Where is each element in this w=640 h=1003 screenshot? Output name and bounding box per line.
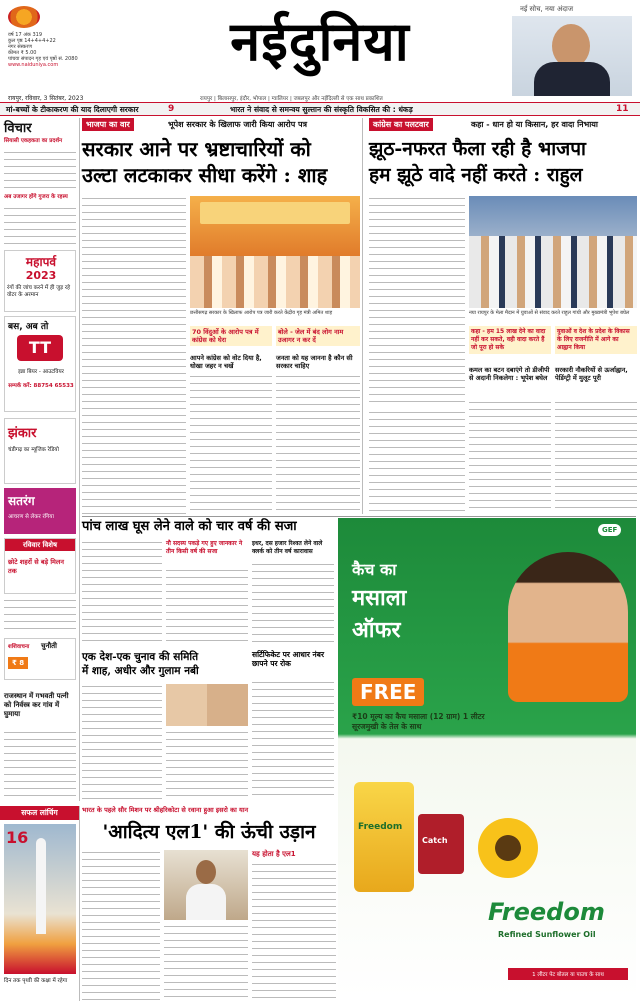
tt-ad[interactable]	[4, 316, 76, 412]
congress-sub-1[interactable]: कहा - हम 15 लाख देने का वादा नहीं कर सकते, वही वादा करते हैं जो पूरा हो सके	[469, 326, 551, 354]
bhajpa-headline-2[interactable]: उल्टा लटकाकर सीधा करेंगे : शाह	[82, 163, 328, 187]
bhajpa-sub-2[interactable]: जनता को यह जानना है कौन सी सरकार चाहिए	[276, 354, 353, 370]
congress-kicker-3[interactable]: सरकारी नौकरियों से ऊर्जाह्वान, पेडिंग्ट्री में मुलूट पूरी	[555, 366, 628, 382]
congress-headline[interactable]: झूठ-नफरत फैला रही है भाजपा	[369, 138, 586, 160]
ad-title: कैच का	[352, 560, 397, 579]
mahaparv-box[interactable]	[4, 250, 76, 312]
edition-line: कुल पृष्ठ 14+4+4+22	[8, 38, 56, 44]
bhajpa-tag: भाजपा का वार	[82, 118, 134, 131]
launch-sidebar	[0, 806, 80, 1001]
aditya-section	[82, 806, 336, 1001]
congress-column-1	[369, 196, 465, 406]
jhankar-title: झंकार	[8, 426, 37, 441]
scientist-head	[196, 860, 216, 884]
onos-column-2	[166, 730, 248, 800]
edition-line: पांचवा संपादन गृह एवं पृष्ठों सं. 2080	[8, 56, 78, 62]
bribe-column-1	[82, 540, 162, 646]
vichar-item[interactable]: सियासी एकहकता का प्रदर्शन	[4, 138, 63, 144]
ad-title-3: ऑफर	[352, 618, 401, 643]
ad-pouch	[354, 782, 414, 892]
ad-brand: Freedom	[488, 898, 605, 926]
ticker-left[interactable]: मां-बच्चों के टीकाकरण की याद दिलाएगी सरकार	[6, 105, 139, 114]
tagline: नई सोच, नया अंदाज	[520, 5, 574, 13]
rocket-icon	[36, 838, 46, 934]
ticker-left-page: 9	[168, 104, 175, 114]
ravivar-title: रविवार विशेष	[5, 539, 75, 551]
edition-line: नगर संस्करण	[8, 44, 33, 50]
count-label: दिन तक पृथ्वी की कक्षा में रहेगा	[4, 978, 68, 984]
ad-corner-badge: GEF	[598, 524, 621, 536]
newspaper-logo: नईदुनिया	[230, 9, 410, 73]
aditya-column-1	[82, 850, 160, 1000]
ad-footer: 1 लीटर पेट बोतल या पाउच के साथ	[508, 968, 628, 980]
congress-photo	[469, 196, 637, 308]
bribe-column-3	[252, 562, 334, 646]
bhajpa-column-2	[190, 374, 272, 514]
congress-tag: कांग्रेस का पलटवार	[369, 118, 433, 131]
mahaparv-label: महापर्व	[25, 255, 57, 269]
onos-photos	[166, 684, 248, 726]
aditya-kicker: भारत के पहले सौर मिशन पर श्रीहरिकोटा से रवाना हुआ इसरो का यान	[82, 806, 249, 814]
rocket-photo	[4, 824, 76, 974]
congress-photo-caption: नया रायपुर के मेला मैदान में युवाओं से संवाद करते राहुल गांधी और मुख्यमंत्री भूपेश बघेल	[469, 310, 630, 316]
portrait-suit	[534, 62, 610, 96]
onos-headline-2[interactable]: में शाह, अधीर और गुलाम नबी	[82, 665, 199, 677]
stage-people	[469, 236, 637, 308]
columnist-photo	[512, 16, 632, 96]
aditya-sub: यह होता है एल1	[252, 850, 296, 858]
launch-title: सफल लांचिंग	[0, 806, 79, 820]
ad-brand-sub: Refined Sunflower Oil	[498, 930, 596, 939]
congress-kicker-2[interactable]: कमल का बटन दबाएंगे तो डीजीपी से अदानी निकलेगा : भूपेश बघेल	[469, 366, 550, 382]
ticker-right-page: 11	[616, 104, 629, 114]
bhajpa-sub-1[interactable]: आपने कांग्रेस को वोट दिया है, धोखा जहर न चखें	[190, 354, 262, 370]
congress-column-3	[555, 400, 637, 514]
bhajpa-box-1[interactable]: 70 विंदुओं के आरोप पत्र में कांग्रेस को घेरा	[190, 326, 272, 346]
cert-body	[252, 680, 334, 800]
tt-phone: सम्पर्क करें: 88754 65533	[8, 383, 74, 389]
price-badge: ₹ 8	[8, 657, 28, 669]
bhajpa-column-1	[82, 196, 186, 514]
bus-label: बस, अब तो	[8, 322, 49, 332]
edition-info	[8, 32, 108, 68]
bhajpa-column-3	[276, 374, 360, 514]
congress-headline-2[interactable]: हम झूठे वादे नहीं करते : राहुल	[369, 164, 583, 186]
jhankar-box[interactable]	[4, 418, 76, 484]
vichar-title: विचार	[4, 121, 32, 136]
section-divider	[82, 516, 636, 517]
vichar-body	[4, 206, 76, 246]
aditya-column-2	[164, 924, 248, 1000]
bhajpa-kicker: भूपेश सरकार के खिलाफ जारी किया आरोप पत्र	[168, 120, 307, 129]
bribe-box[interactable]: नौ सदस्य पकड़े गए हुए जानकार ने तीन किसी वर्ष की सजा	[166, 540, 243, 555]
ravivar-sub: छोटे शहरों से बड़े मिलन तक	[8, 558, 64, 575]
bhajpa-box-2[interactable]: बोले - जेल में बंद लोग नाम उजागर न कर दें	[276, 326, 360, 346]
tt-label: इन्ना बियर - आउटवियर	[18, 369, 64, 375]
ad-free: FREE	[352, 678, 424, 706]
catch-ad[interactable]	[338, 518, 636, 998]
edition-line: वर्ष 17 अंक 319	[8, 32, 43, 38]
aditya-headline[interactable]: 'आदित्य एल1' की ऊंची उड़ान	[102, 821, 316, 843]
bhajpa-headline[interactable]: सरकार आने पर भ्रष्टाचारियों को	[82, 137, 311, 161]
cert-section	[252, 650, 334, 800]
ticker-right[interactable]: भारत ने संवाद से समन्वय सुल्तान की संस्कृति विकसित की : धंकड़	[230, 105, 413, 114]
cert-headline[interactable]: सर्टिफिकेट पर आधार नंबर छापने पर रोक	[252, 650, 325, 668]
ad-model	[508, 552, 628, 702]
congress-section	[362, 118, 636, 514]
crowd	[190, 256, 360, 308]
ad-pouch-brand: Freedom	[358, 822, 403, 832]
onos-headline[interactable]: एक देश-एक चुनाव की समिति	[82, 651, 199, 663]
stage-banner	[200, 202, 350, 224]
edition-line: कीमत ₹ 5.00	[8, 50, 37, 56]
satrang-sub: आचरण से लेकर रंगिया	[8, 514, 54, 520]
mahaparv-year: 2023	[25, 269, 57, 282]
website[interactable]: www.naiduniya.com	[8, 62, 59, 68]
ad-sunflower	[478, 818, 538, 878]
date-line: रायपुर, रविवार, 3 सितंबर, 2023	[8, 95, 84, 102]
mahaparv-text: रंगों की जांच करने में ही जुड़ रहे वोटर के अरमान	[7, 285, 71, 298]
tt-logo: TT	[17, 335, 63, 361]
onos-column-1	[82, 684, 162, 800]
ad-masala-label: Catch	[422, 836, 448, 845]
aditya-column-3	[252, 862, 336, 1000]
bribe-column-2	[166, 568, 248, 646]
rajasthan-headline[interactable]: राजस्थान में गभवती पत्नी को निर्वस्त्र कर गांव में घुमाया	[4, 692, 69, 718]
vichar-item[interactable]: अब उजागर होंगे गुजरा के रहस्य	[4, 194, 68, 200]
ad-offer: ₹10 मूल्य का कैच मसाला (12 ग्राम) 1 लीटर सूरजमुखी के तेल के साथ	[352, 712, 485, 731]
cities-line: रायपुर | बिलासपुर, इंदौर, भोपाल | ग्वालियर | जबलपुर और नईदिल्ली से एक साथ प्रकाशित	[200, 96, 383, 102]
ad-title-2: मसाला	[352, 586, 407, 611]
vichar-body	[4, 150, 76, 188]
shashi-badge: शशिवाचना	[8, 644, 30, 650]
satrang-title: सतरंग	[8, 494, 35, 508]
congress-sub-2[interactable]: युवाओं व देश के प्रदेश के विकास के लिए राजनीति में आगे का आह्वान किया	[555, 326, 637, 354]
congress-column-2	[469, 400, 551, 514]
scientist-body	[186, 884, 226, 920]
left-sidebar	[0, 118, 80, 801]
bhajpa-photo-caption: छत्तीसगढ़ सरकार के खिलाफ आरोप पत्र जारी करते केंद्रीय गृह मंत्री अमित शाह	[190, 310, 333, 316]
bribe-headline[interactable]: पांच लाख घूस लेने वाले को चार वर्ष की सजा	[82, 519, 297, 534]
bribe-section	[82, 518, 334, 646]
jhankar-sub: चंडीगढ़ का म्यूजिक रेडियो	[8, 447, 59, 453]
bribe-sub[interactable]: इधर, दस हजार रिश्वत लेने वाले क्लर्क को तीन वर्ष कारावास	[252, 540, 323, 555]
ravivar-box[interactable]	[4, 538, 76, 594]
chunauti-label: चुनौती	[41, 642, 57, 650]
ad-masala-box	[418, 814, 464, 874]
masthead	[0, 0, 640, 108]
bhajpa-photo	[190, 196, 360, 308]
ticker-bar	[0, 102, 640, 116]
count-days: 16	[6, 828, 29, 847]
congress-column-4	[369, 410, 465, 514]
congress-kicker: कहा - धान हो या किसान, हर वादा निभाया	[471, 120, 598, 129]
onos-section	[82, 650, 248, 800]
shashi-box[interactable]	[4, 638, 76, 680]
satrang-box[interactable]	[4, 488, 76, 534]
bhajpa-section	[82, 118, 360, 514]
sidebar-body	[4, 598, 76, 634]
edition-emblem	[8, 6, 40, 28]
aditya-photo	[164, 850, 248, 920]
rajasthan-body	[4, 730, 76, 798]
